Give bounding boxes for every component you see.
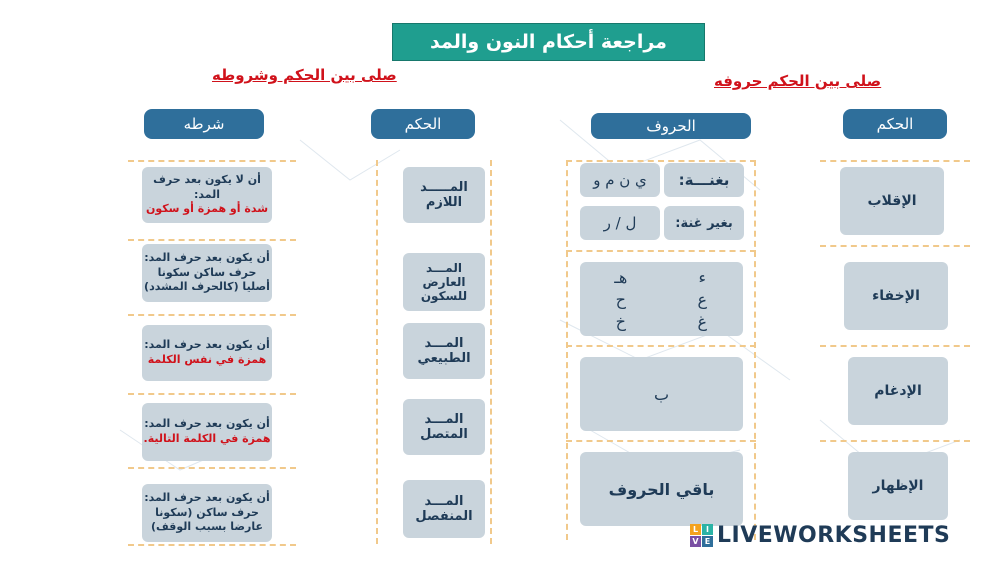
letter: ع	[697, 290, 708, 309]
rule-card-idgham[interactable]: الإدغام	[848, 357, 948, 425]
separator	[820, 245, 970, 247]
left-instruction: صلى بين الحكم وشروطه	[212, 66, 397, 84]
letter: خ	[615, 312, 626, 331]
condition-text: أن يكون بعد حرف المد:	[144, 417, 270, 431]
header-condition: شرطه	[144, 109, 264, 139]
rule-card-iqlab[interactable]: الإقلاب	[840, 167, 944, 235]
condition-text-highlight: عارضا بسبب الوقف)	[151, 520, 263, 534]
logo-letter: E	[702, 536, 713, 547]
separator	[566, 440, 756, 442]
rule-card-madd-arid[interactable]: المـــد العارض للسكون	[403, 253, 485, 311]
letter: غ	[697, 312, 708, 331]
separator	[128, 239, 296, 241]
separator	[566, 160, 568, 540]
separator	[128, 160, 296, 162]
separator	[566, 160, 756, 162]
logo-mark	[690, 524, 713, 547]
separator	[820, 160, 970, 162]
label-with-ghunna: بغنـــة:	[664, 163, 744, 197]
separator	[820, 440, 970, 442]
condition-text: أن يكون بعد حرف المد: حرف ساكن سكونا	[144, 250, 270, 279]
condition-text: أن يكون بعد حرف المد:	[144, 338, 270, 352]
rule-card-madd-lazim[interactable]: المـــــد اللازم	[403, 167, 485, 223]
condition-card-3[interactable]	[142, 325, 272, 381]
condition-text-highlight: أصليا (كالحرف المشدد)	[144, 280, 270, 294]
condition-text-highlight: همزة في الكلمة التالية.	[143, 432, 271, 445]
letters-card-rest[interactable]: باقي الحروف	[580, 452, 743, 526]
rule-card-madd-muttasil[interactable]: المـــد المتصل	[403, 399, 485, 455]
letters-card-iqlab[interactable]: ب	[580, 357, 743, 431]
condition-card-1[interactable]	[142, 167, 272, 223]
condition-card-5[interactable]	[142, 484, 272, 542]
letters-without-ghunna[interactable]: ل / ر	[580, 206, 660, 240]
liveworksheets-logo	[690, 523, 950, 548]
separator	[566, 345, 756, 347]
header-rule-left: الحكم	[371, 109, 475, 139]
rule-card-madd-munfasil[interactable]: المـــد المنفصل	[403, 480, 485, 538]
condition-card-4[interactable]	[142, 403, 272, 461]
separator	[128, 314, 296, 316]
logo-letter: L	[690, 524, 701, 535]
separator	[128, 393, 296, 395]
condition-text: أن لا يكون بعد حرف المد:	[153, 172, 261, 201]
condition-text-highlight: شدة أو همزة أو سكون	[145, 202, 269, 216]
logo-text: LIVEWORKSHEETS	[717, 523, 951, 548]
separator	[490, 160, 492, 544]
condition-text-highlight: همزة في نفس الكلمة	[147, 353, 267, 366]
right-instruction: صلى بين الحكم حروفه	[714, 72, 882, 90]
letters-with-ghunna[interactable]: ي ن م و	[580, 163, 660, 197]
separator	[754, 160, 756, 540]
header-rule-right: الحكم	[843, 109, 947, 139]
letter: ح	[615, 290, 626, 309]
condition-card-2[interactable]	[142, 244, 272, 302]
header-letters: الحروف	[591, 113, 751, 139]
separator	[376, 160, 378, 544]
separator	[820, 345, 970, 347]
condition-text: أن يكون بعد حرف المد: حرف ساكن (سكونا	[144, 490, 270, 519]
rule-card-madd-tabii[interactable]: المـــد الطبيعي	[403, 323, 485, 379]
label-without-ghunna: بغير غنة:	[664, 206, 744, 240]
page-title: مراجعة أحكام النون والمد	[392, 23, 705, 61]
letter: ء	[698, 268, 707, 287]
separator	[566, 250, 756, 252]
rule-card-ikhfa[interactable]: الإخفاء	[844, 262, 948, 330]
logo-letter: I	[702, 524, 713, 535]
logo-letter: V	[690, 536, 701, 547]
rule-card-izhar[interactable]: الإظهار	[848, 452, 948, 520]
separator	[128, 467, 296, 469]
separator	[128, 544, 296, 546]
letters-card-izhar[interactable]	[580, 262, 743, 336]
letter: هـ	[614, 268, 628, 287]
